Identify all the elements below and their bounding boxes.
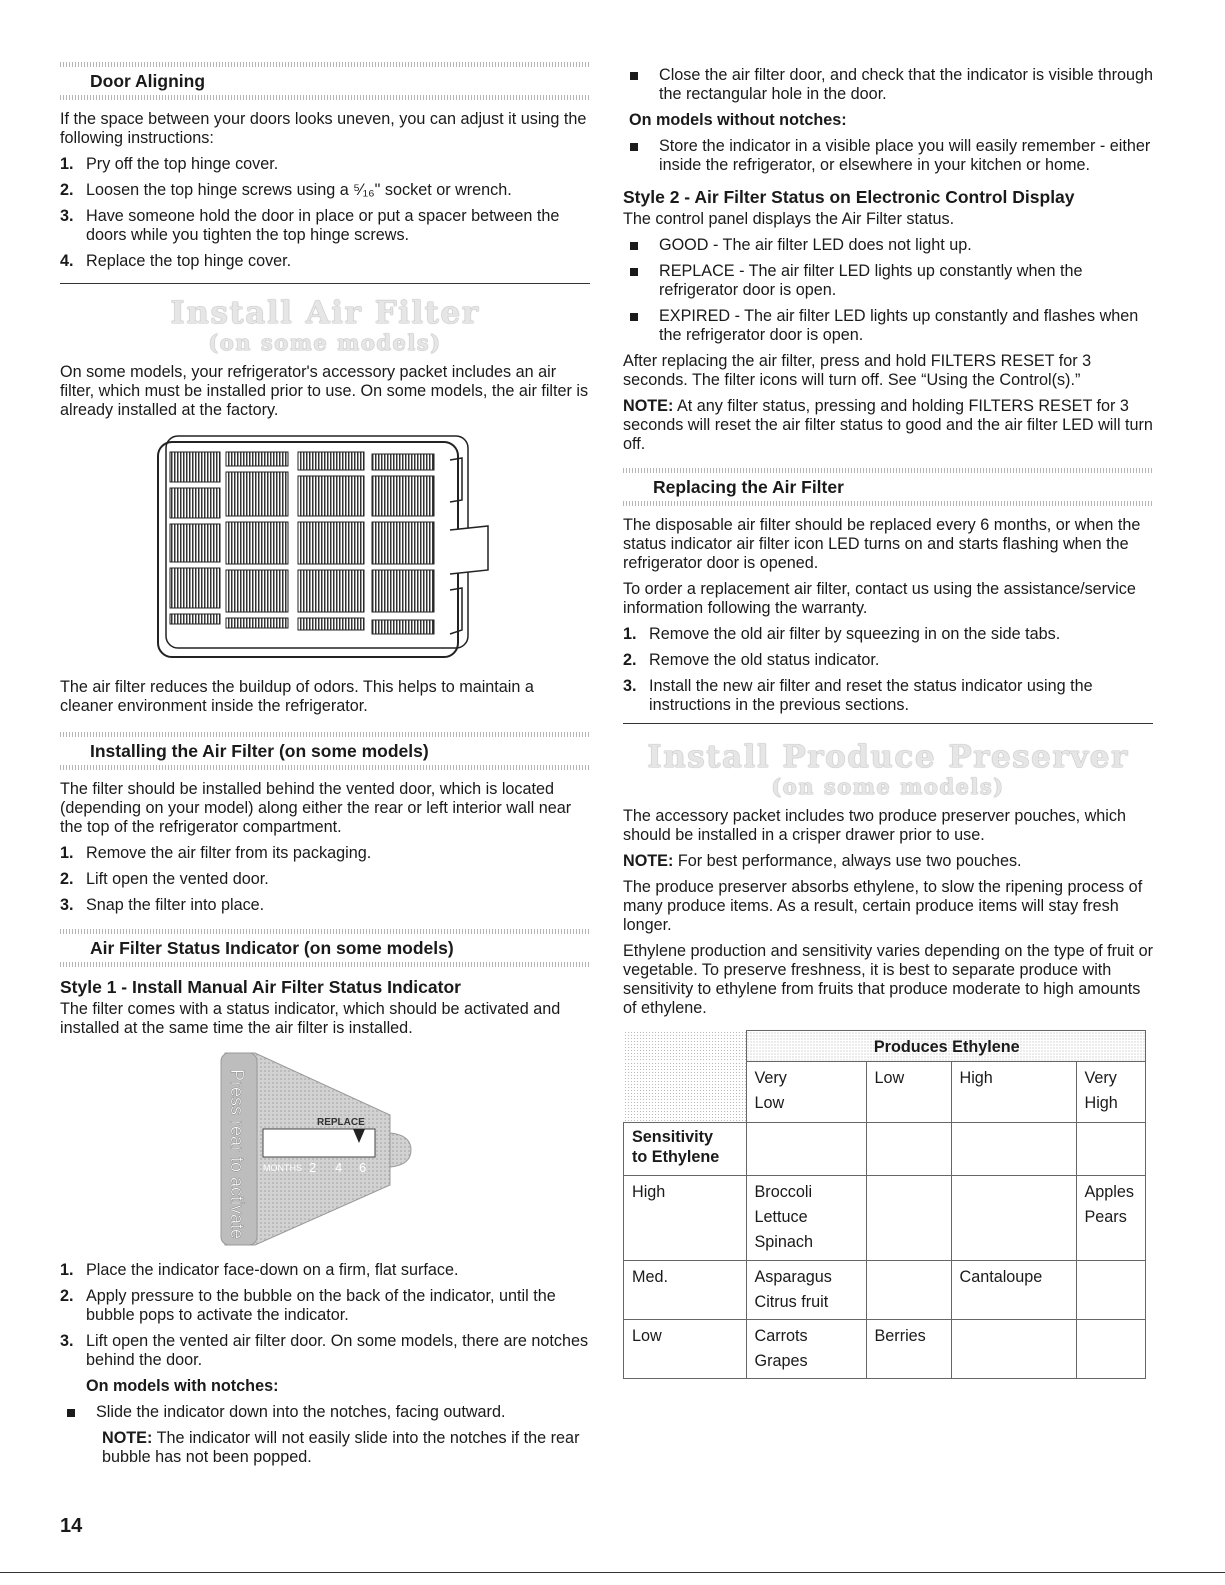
indicator-side-text: Press rear to activate <box>227 1069 247 1240</box>
list-item: Slide the indicator down into the notches, facing outward. <box>60 1403 590 1422</box>
indicator-months-label: MONTHS <box>263 1163 302 1173</box>
install-air-filter-subtitle: (on some models) <box>208 330 442 355</box>
list-item: 4. Replace the top hinge cover. <box>60 252 292 270</box>
air-filter-benefit: The air filter reduces the buildup of odors. This helps to maintain a cleaner environment inside the refrigerator. <box>60 678 534 715</box>
list-item: REPLACE - The air filter LED lights up constantly when the refrigerator door is open. <box>623 262 1153 300</box>
list-item: 1. Place the indicator face-down on a firm, flat surface. <box>60 1261 459 1279</box>
section-divider <box>623 723 1153 724</box>
col-header-very-high: Very High <box>1076 1062 1146 1123</box>
replacing-p2: To order a replacement air filter, contact us using the assistance/service information following the warranty. <box>623 580 1136 617</box>
with-notches-block <box>60 1377 590 1467</box>
list-item: 2. Remove the old status indicator. <box>623 651 880 669</box>
door-aligning-intro: If the space between your doors looks uneven, you can adjust it using the following instructions: <box>60 110 587 147</box>
installing-intro: The filter should be installed behind the vented door, which is located (depending on your model) along either the rear or left interior wall near the top of the refrigerator compartment. <box>60 780 572 836</box>
list-item: GOOD - The air filter LED does not light up. <box>623 236 1153 255</box>
without-notches-label: On models without notches: <box>629 111 847 129</box>
col-header-low: Low <box>866 1062 951 1123</box>
list-item: 2. Apply pressure to the bubble on the back of the indicator, until the bubble pops to activate the indicator. <box>60 1287 556 1324</box>
table-row: Low Carrots Grapes Berries <box>624 1320 1146 1379</box>
list-item: 1. Remove the old air filter by squeezing in on the side tabs. <box>623 625 1061 643</box>
produce-subtitle: (on some models) <box>771 774 1005 799</box>
door-aligning-heading: Door Aligning <box>60 62 590 100</box>
table-row: High Broccoli Lettuce Spinach Apples Pears <box>624 1176 1146 1261</box>
notches-note: NOTE: The indicator will not easily slide into the notches if the rear bubble has not been popped. <box>102 1429 580 1466</box>
list-item: 1. Pry off the top hinge cover. <box>60 155 279 173</box>
air-filter-illustration <box>150 430 500 670</box>
page-bottom-rule <box>0 1572 1225 1573</box>
produce-p3: Ethylene production and sensitivity varies depending on the type of fruit or vegetable. To preserve freshness, it is best to separate produce with sensitivity to ethylene from fruits that produce moderate to high amounts of ethylene. <box>623 942 1154 1017</box>
style2-intro: The control panel displays the Air Filter status. <box>623 210 955 228</box>
with-notches-list <box>60 1403 590 1422</box>
close-door-list <box>623 66 1153 104</box>
page-number: 14 <box>60 1515 83 1537</box>
style2-note: NOTE: At any filter status, pressing and holding FILTERS RESET for 3 seconds will reset the air filter status to good and the air filter LED will turn off. <box>623 397 1153 453</box>
indicator-mark-4: 4 <box>335 1160 343 1175</box>
indicator-replace-label: REPLACE <box>317 1117 365 1128</box>
style2-title: Style 2 - Air Filter Status on Electronic Control Display <box>623 187 1075 207</box>
without-notches-list <box>623 137 1153 175</box>
status-indicator-heading: Air Filter Status Indicator (on some models) <box>60 929 590 967</box>
produce-title: Install Produce Preserver <box>647 739 1129 775</box>
table-row: Med. Asparagus Citrus fruit Cantaloupe <box>624 1261 1146 1320</box>
produces-ethylene-header: Produces Ethylene <box>746 1031 1146 1062</box>
indicator-steps <box>60 1261 590 1370</box>
replacing-p1: The disposable air filter should be replaced every 6 months, or when the status indicator air filter icon LED turns on and starts flashing when the refrigerator door is opened. <box>623 516 1141 572</box>
installing-air-filter-heading: Installing the Air Filter (on some models) <box>60 732 590 770</box>
produce-p2: The produce preserver absorbs ethylene, to slow the ripening process of many produce items. As a result, certain produce items will stay fresh longer. <box>623 878 1143 934</box>
list-item: 3. Lift open the vented air filter door. On some models, there are notches behind the door. <box>60 1332 589 1369</box>
style2-status-list <box>623 236 1153 345</box>
replacing-steps <box>623 625 1153 715</box>
produce-note: NOTE: For best performance, always use two pouches. <box>623 852 1022 870</box>
replacing-heading: Replacing the Air Filter <box>623 468 1153 506</box>
list-item: Store the indicator in a visible place you will easily remember - either inside the refrigerator, or elsewhere in your kitchen or home. <box>623 137 1153 175</box>
col-header-very-low: Very Low <box>746 1062 866 1123</box>
list-item: 3. Snap the filter into place. <box>60 896 265 914</box>
style2-after: After replacing the air filter, press and hold FILTERS RESET for 3 seconds. The filter icons will turn off. See “Using the Control(s).” <box>623 352 1092 389</box>
list-item: 2. Loosen the top hinge screws using a ⁵⁄₁₆" socket or wrench. <box>60 181 512 199</box>
list-item: 2. Lift open the vented door. <box>60 870 269 888</box>
with-notches-label: On models with notches: <box>86 1377 279 1395</box>
list-item: EXPIRED - The air filter LED lights up constantly and flashes when the refrigerator door is open. <box>623 307 1153 345</box>
installing-steps <box>60 844 590 915</box>
install-air-filter-intro: On some models, your refrigerator's accessory packet includes an air filter, which must be installed prior to use. On some models, the air filter is already installed at the factory. <box>60 363 589 419</box>
list-item: 3. Install the new air filter and reset the status indicator using the instructions in the previous sections. <box>623 677 1093 714</box>
install-air-filter-title: Install Air Filter <box>170 295 480 331</box>
indicator-mark-2: 2 <box>309 1160 317 1175</box>
section-divider <box>60 283 590 284</box>
list-item: 1. Remove the air filter from its packaging. <box>60 844 372 862</box>
col-header-high: High <box>951 1062 1076 1123</box>
list-item: Close the air filter door, and check that the indicator is visible through the rectangular hole in the door. <box>623 66 1153 104</box>
ethylene-table <box>623 1030 1146 1379</box>
sensitivity-header: Sensitivity to Ethylene <box>624 1123 747 1176</box>
door-aligning-steps <box>60 155 590 271</box>
list-item: 3. Have someone hold the door in place or put a spacer between the doors while you tighten the top hinge screws. <box>60 207 560 244</box>
status-indicator-illustration <box>215 1045 435 1255</box>
right-column <box>623 66 1153 1379</box>
style1-title: Style 1 - Install Manual Air Filter Status Indicator <box>60 977 461 997</box>
style1-intro: The filter comes with a status indicator, which should be activated and installed at the same time the air filter is installed. <box>60 1000 561 1037</box>
left-column <box>60 62 590 1474</box>
indicator-mark-6: 6 <box>359 1160 367 1175</box>
produce-p1: The accessory packet includes two produce preserver pouches, which should be installed in a crisper drawer prior to use. <box>623 807 1126 844</box>
